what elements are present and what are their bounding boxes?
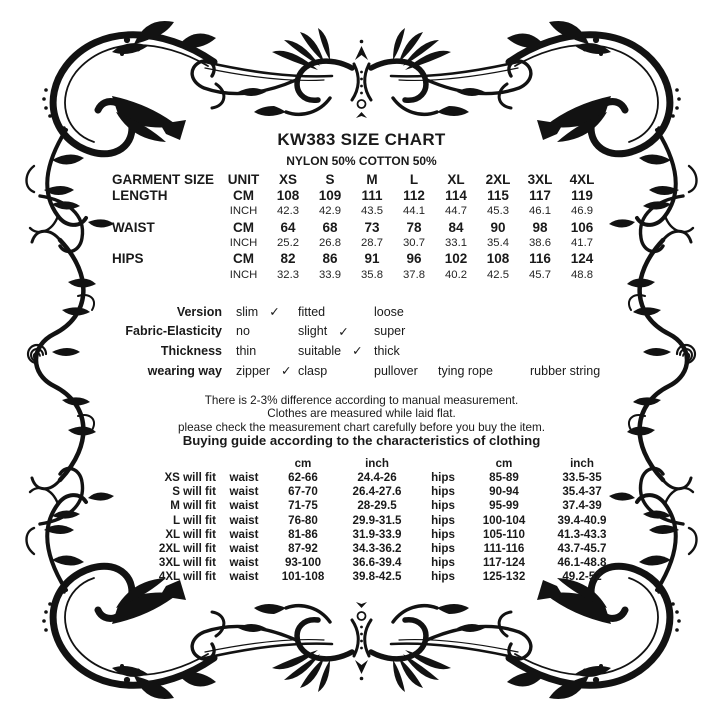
size-column-header: 2XL [485,172,511,188]
attribute-label: Version [176,304,222,319]
size-value: 108 [486,251,510,267]
guide-size-label: XS will fit [164,471,216,484]
guide-waist-label: waist [229,471,259,484]
size-value: 111 [361,188,383,204]
guide-column-header: inch [570,457,594,470]
attribute-slot [360,305,424,319]
attribute-option: thin [236,343,257,358]
attribute-option: tying rope [438,363,493,378]
buying-guide-table [140,456,624,585]
guide-waist-cm: 93-100 [284,556,322,570]
size-value: 116 [529,251,551,267]
size-value: 41.7 [571,237,593,250]
guide-column-header [218,456,270,471]
size-chart-row [112,267,603,283]
size-chart-row [112,188,603,204]
attribute-option: clasp [298,363,328,378]
guide-hips-label: hips [431,570,455,584]
size-value: 35.8 [361,268,383,281]
guide-hips-cm: 117-124 [483,556,525,570]
guide-waist-inch: 36.6-39.4 [352,556,402,570]
size-value: 33.1 [445,237,467,250]
guide-waist-inch: 34.3-36.2 [352,541,402,555]
guide-size-label: M will fit [170,499,216,513]
guide-waist-inch: 39.8-42.5 [352,570,402,584]
size-value: 28.7 [361,237,383,250]
attribute-option: suitable [298,343,342,358]
measure-label [112,235,220,251]
check-icon: ✓ [281,364,292,379]
size-value: 43.5 [361,205,383,218]
guide-hips-cm: 100-104 [482,513,526,527]
size-value: 117 [529,188,551,204]
guide-hips-inch: 46.1-48.8 [557,556,607,570]
measure-label [112,267,220,283]
size-value: 124 [570,251,594,267]
attribute-row [0,322,646,342]
size-column-header: S [325,172,335,188]
attribute-slot [516,364,646,378]
guide-size-label: S will fit [172,485,216,499]
unit-label: CM [233,219,254,235]
attributes-grid [0,302,646,380]
attribute-slot [222,363,292,379]
size-value: 115 [487,188,509,204]
size-chart-table [112,172,603,283]
guide-column-header [140,456,218,471]
guide-waist-inch: 31.9-33.9 [352,527,402,541]
attribute-option: no [236,324,250,339]
guide-waist-inch: 26.4-27.6 [352,485,402,499]
guide-hips-cm: 111-116 [483,541,525,555]
measure-label: HIPS [112,251,144,267]
attribute-slot [284,364,360,378]
size-column-header: L [409,172,419,188]
size-value: 64 [280,219,296,235]
size-value: 86 [322,251,338,267]
guide-waist-label: waist [229,513,259,527]
attribute-slot [284,305,360,319]
guide-waist-inch: 28-29.5 [357,499,397,513]
size-column-header: XL [447,172,465,188]
attribute-slot [284,343,363,359]
size-value: 98 [532,219,548,235]
size-column-header: 4XL [569,172,595,188]
size-value: 78 [406,219,422,235]
guide-hips-cm: 105-110 [483,527,525,541]
guide-waist-inch: 29.9-31.5 [352,513,402,527]
guide-size-label: 4XL will fit [158,570,216,584]
size-column-header: M [366,172,378,188]
attribute-slot [360,344,424,358]
guide-waist-label: waist [229,499,259,513]
attribute-slot [222,324,284,338]
check-icon: ✓ [269,305,280,320]
size-value: 42.5 [487,268,509,281]
size-value: 73 [364,219,380,235]
unit-label: INCH [229,237,258,250]
attribute-slot [222,344,284,358]
measure-label [112,204,220,220]
guide-hips-cm: 95-99 [489,499,519,513]
guide-hips-cm: 85-89 [489,471,519,484]
note-line: There is 2-3% difference according to manual measurement. [204,394,519,407]
guide-hips-label: hips [431,527,455,541]
size-value: 46.1 [529,205,551,218]
measurement-notes [0,394,723,434]
measure-label: LENGTH [112,188,168,204]
guide-column-header: cm [294,457,312,470]
guide-waist-cm: 81-86 [288,527,318,541]
guide-waist-label: waist [229,570,259,584]
attribute-slot [360,324,424,338]
size-column-header: 3XL [527,172,553,188]
guide-waist-label: waist [229,556,259,570]
size-column-header: XS [278,172,297,188]
size-value: 90 [490,219,506,235]
note-line: Clothes are measured while laid flat. [267,407,456,421]
size-value: 45.3 [487,205,509,218]
size-chart-row [112,204,603,220]
guide-column-header: inch [365,457,389,470]
size-value: 102 [444,251,468,267]
guide-hips-inch: 49.2-52 [562,570,602,584]
size-value: 119 [571,188,593,204]
size-value: 32.3 [277,268,299,281]
attribute-option: thick [374,343,400,358]
attribute-option: fitted [298,304,326,319]
attribute-slot [222,304,284,319]
size-value: 46.9 [571,205,593,218]
buying-guide-heading: Buying guide according to the characteristics of clothing [182,433,541,448]
guide-hips-label: hips [431,513,455,527]
guide-hips-cm: 125-132 [482,570,526,584]
attribute-option: slim [236,304,259,319]
guide-size-label: XL will fit [165,527,216,541]
guide-hips-inch: 35.4-37 [562,485,602,499]
size-value: 82 [280,251,296,267]
size-value: 108 [276,188,300,204]
guide-hips-inch: 33.5-35 [562,471,602,484]
guide-size-label: 2XL will fit [158,541,216,555]
guide-waist-label: waist [229,485,259,499]
guide-hips-label: hips [431,485,455,499]
attribute-row [0,341,646,361]
size-value: 25.2 [277,237,299,250]
guide-hips-inch: 41.3-43.3 [557,527,607,541]
size-value: 84 [448,219,464,235]
guide-column-header [418,456,468,471]
attribute-option: rubber string [530,363,601,378]
guide-size-label: L will fit [173,513,216,527]
check-icon: ✓ [352,344,363,359]
size-value: 38.6 [529,237,551,250]
size-value: 96 [406,251,422,267]
attribute-label: Thickness [160,343,222,358]
fabric-composition: NYLON 50% COTTON 50% [286,154,437,168]
size-value: 91 [364,251,380,267]
guide-waist-label: waist [229,527,259,541]
size-chart-row [112,251,603,267]
size-value: 40.2 [445,268,467,281]
unit-label: INCH [229,268,258,281]
guide-waist-cm: 101-108 [281,570,325,584]
size-column-header: UNIT [227,172,260,188]
guide-hips-inch: 39.4-40.9 [557,513,607,527]
attribute-option: zipper [236,363,271,378]
guide-waist-cm: 62-66 [288,471,318,484]
size-value: 114 [445,188,467,204]
guide-hips-label: hips [431,471,455,484]
guide-size-label: 3XL will fit [158,556,216,570]
size-chart-row [112,235,603,251]
attribute-slot [360,364,424,378]
size-value: 68 [322,219,338,235]
attribute-row [0,361,646,381]
guide-hips-inch: 43.7-45.7 [557,541,607,555]
guide-hips-label: hips [431,541,455,555]
size-chart-header-row [112,172,603,188]
guide-waist-label: waist [229,541,259,555]
size-value: 44.7 [445,205,467,218]
attribute-label: Fabric-Elasticity [125,324,222,339]
size-value: 109 [318,188,342,204]
attribute-label: wearing way [147,363,222,378]
size-value: 33.9 [319,268,341,281]
unit-label: INCH [229,205,258,218]
attribute-option: loose [374,304,404,319]
guide-waist-inch: 24.4-26 [357,471,397,484]
attribute-option: slight [298,324,328,339]
guide-hips-label: hips [431,556,455,570]
attribute-option: pullover [374,363,418,378]
unit-label: CM [233,188,254,204]
size-value: 106 [570,219,594,235]
size-value: 42.9 [319,205,341,218]
guide-waist-cm: 71-75 [288,499,318,513]
garment-size-header: GARMENT SIZE [112,172,215,188]
size-value: 35.4 [487,237,509,250]
attribute-row [0,302,646,322]
page-title: KW383 SIZE CHART [277,130,446,149]
size-value: 42.3 [277,205,299,218]
guide-hips-cm: 90-94 [489,485,519,499]
size-value: 30.7 [403,237,425,250]
unit-label: CM [233,251,254,267]
size-value: 26.8 [319,237,341,250]
guide-hips-label: hips [431,499,455,513]
attribute-option: super [374,324,406,339]
guide-waist-cm: 76-80 [288,513,318,527]
check-icon: ✓ [338,324,349,339]
size-value: 112 [403,188,425,204]
size-chart-row [112,219,603,235]
guide-waist-cm: 87-92 [288,541,318,555]
measure-label: WAIST [112,219,155,235]
guide-waist-cm: 67-70 [288,485,318,499]
attribute-slot [424,364,516,378]
guide-column-header: cm [495,457,513,470]
size-value: 44.1 [403,205,425,218]
size-value: 48.8 [571,268,593,281]
note-line: please check the measurement chart carefully before you buy the item. [177,420,546,434]
size-value: 37.8 [403,268,425,281]
size-value: 45.7 [529,268,551,281]
guide-hips-inch: 37.4-39 [562,499,602,513]
attribute-slot [284,324,360,339]
